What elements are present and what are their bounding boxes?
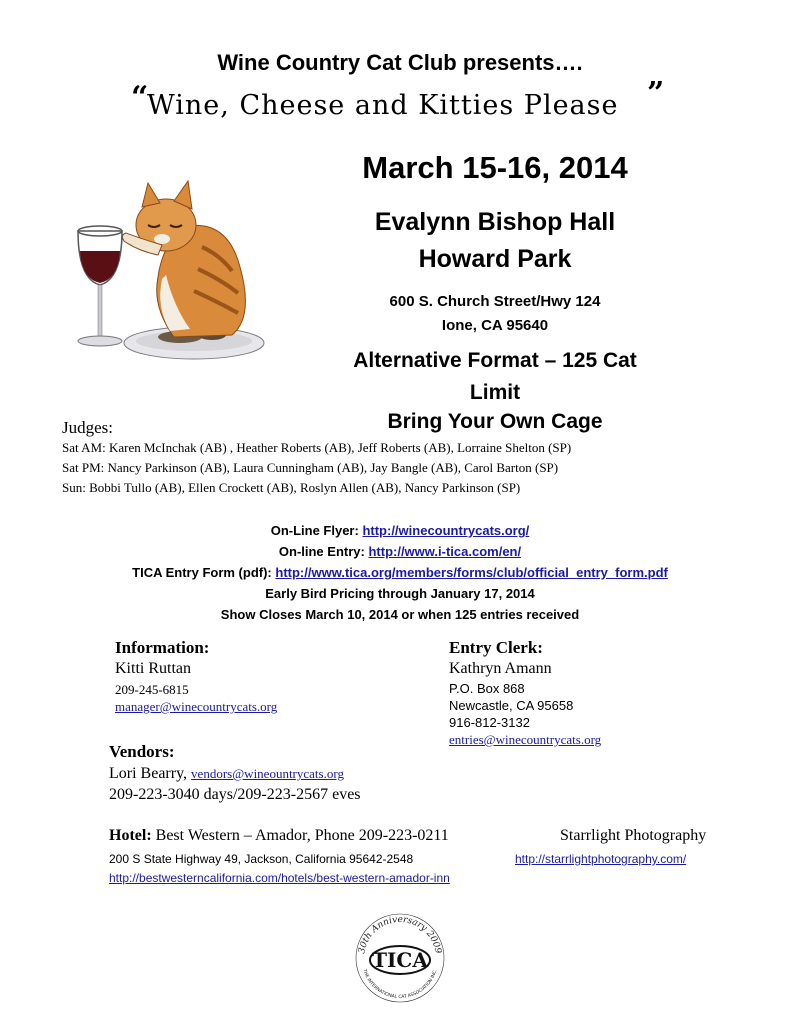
- information-phone: 209-245-6815: [115, 682, 189, 697]
- clipped-text: Bring Your Own Cage: [387, 410, 603, 433]
- event-dates: March 15-16, 2014: [362, 150, 628, 185]
- photo-name: Starrlight Photography: [560, 827, 707, 844]
- entry-label: On-line Entry:: [278, 544, 365, 559]
- judges-row-label: Sun:: [62, 480, 86, 495]
- format-line-2: Limit: [469, 381, 521, 404]
- judges-row-names: Bobbi Tullo (AB), Ellen Crockett (AB), Roslyn Allen (AB), Nancy Parkinson (SP): [89, 480, 521, 495]
- hotel-line: [109, 827, 449, 845]
- tica-logo: [350, 908, 450, 1008]
- entry-line: [0, 541, 800, 562]
- entry-clerk-po-box: P.O. Box 868: [449, 681, 525, 696]
- hotel-text: Best Western – Amador, Phone 209-223-0211: [155, 827, 449, 844]
- hotel-website-link[interactable]: http://bestwesterncalifornia.com/hotels/best-western-amador-inn: [109, 871, 450, 885]
- information-name: Kitti Ruttan: [115, 660, 191, 677]
- entry-clerk-heading: Entry Clerk:: [449, 638, 543, 657]
- judges-row-names: Karen McInchak (AB) , Heather Roberts (AB), Jeff Roberts (AB), Lorraine Shelton (SP): [108, 440, 572, 455]
- entry-form-link[interactable]: http://www.tica.org/members/forms/club/official_entry_form.pdf: [275, 565, 668, 580]
- close-quote: ”: [647, 76, 665, 111]
- flyer-line: [0, 520, 800, 541]
- venue-park: Howard Park: [418, 245, 572, 273]
- judges-row-label: Sat PM:: [62, 460, 105, 475]
- vendors-contact: [109, 765, 344, 783]
- clipped-line-wrap: [330, 406, 660, 433]
- event-title: Wine, Cheese and Kitties Please: [147, 90, 619, 121]
- early-bird-note: Early Bird Pricing through January 17, 2014: [265, 586, 535, 601]
- open-quote: “: [131, 80, 149, 115]
- judges-row: [62, 480, 571, 500]
- flyer-label: On-Line Flyer:: [270, 523, 359, 538]
- vendors-heading: Vendors:: [109, 742, 175, 761]
- judges-row: [62, 440, 571, 460]
- judges-list: [62, 440, 571, 500]
- entry-clerk-email-link[interactable]: entries@winecountrycats.org: [449, 732, 602, 747]
- logo-text: TICA: [372, 948, 428, 972]
- entry-clerk-phone: 916-812-3132: [449, 715, 530, 730]
- entry-form-label: TICA Entry Form (pdf):: [132, 565, 272, 580]
- cat-with-wine-illustration: [62, 167, 260, 399]
- venue-name: Evalynn Bishop Hall: [374, 208, 616, 236]
- judges-row-names: Nancy Parkinson (AB), Laura Cunningham (AB), Jay Bangle (AB), Carol Barton (SP): [107, 460, 559, 475]
- event-title-block: [125, 76, 670, 132]
- presenter-line: Wine Country Cat Club presents….: [217, 50, 583, 75]
- entry-clerk-name: Kathryn Amann: [449, 660, 552, 677]
- vendors-phones: 209-223-3040 days/209-223-2567 eves: [109, 786, 361, 803]
- show-closes-note: Show Closes March 10, 2014 or when 125 entries received: [220, 607, 580, 622]
- entry-form-line: [0, 562, 800, 583]
- online-entry-link[interactable]: http://www.i-tica.com/en/: [368, 544, 522, 559]
- links-block: [0, 520, 800, 625]
- vendors-email-link[interactable]: vendors@wineountrycats.org: [191, 766, 344, 781]
- logo-arc-top: 30th Anniversary 2009: [357, 914, 443, 955]
- photo-website-link[interactable]: http://starrlightphotography.com/: [515, 852, 687, 866]
- vendors-name: Lori Bearry,: [109, 765, 188, 782]
- format-line-1: Alternative Format – 125 Cat: [353, 349, 637, 372]
- logo-arc-bottom: THE INTERNATIONAL CAT ASSOCIATION INC.: [361, 968, 439, 1001]
- hotel-address: 200 S State Highway 49, Jackson, California 95642-2548: [109, 852, 414, 866]
- flyer-link[interactable]: http://winecountrycats.org/: [362, 523, 530, 538]
- venue-address-street: 600 S. Church Street/Hwy 124: [389, 293, 601, 310]
- information-email-link[interactable]: manager@winecountrycats.org: [115, 699, 278, 714]
- judges-row: [62, 460, 571, 480]
- judges-heading: Judges:: [62, 418, 113, 437]
- information-heading: Information:: [115, 638, 210, 657]
- judges-row-label: Sat AM:: [62, 440, 106, 455]
- venue-address-city: Ione, CA 95640: [441, 317, 549, 334]
- hotel-label: Hotel:: [109, 827, 152, 844]
- entry-clerk-city: Newcastle, CA 95658: [449, 698, 574, 713]
